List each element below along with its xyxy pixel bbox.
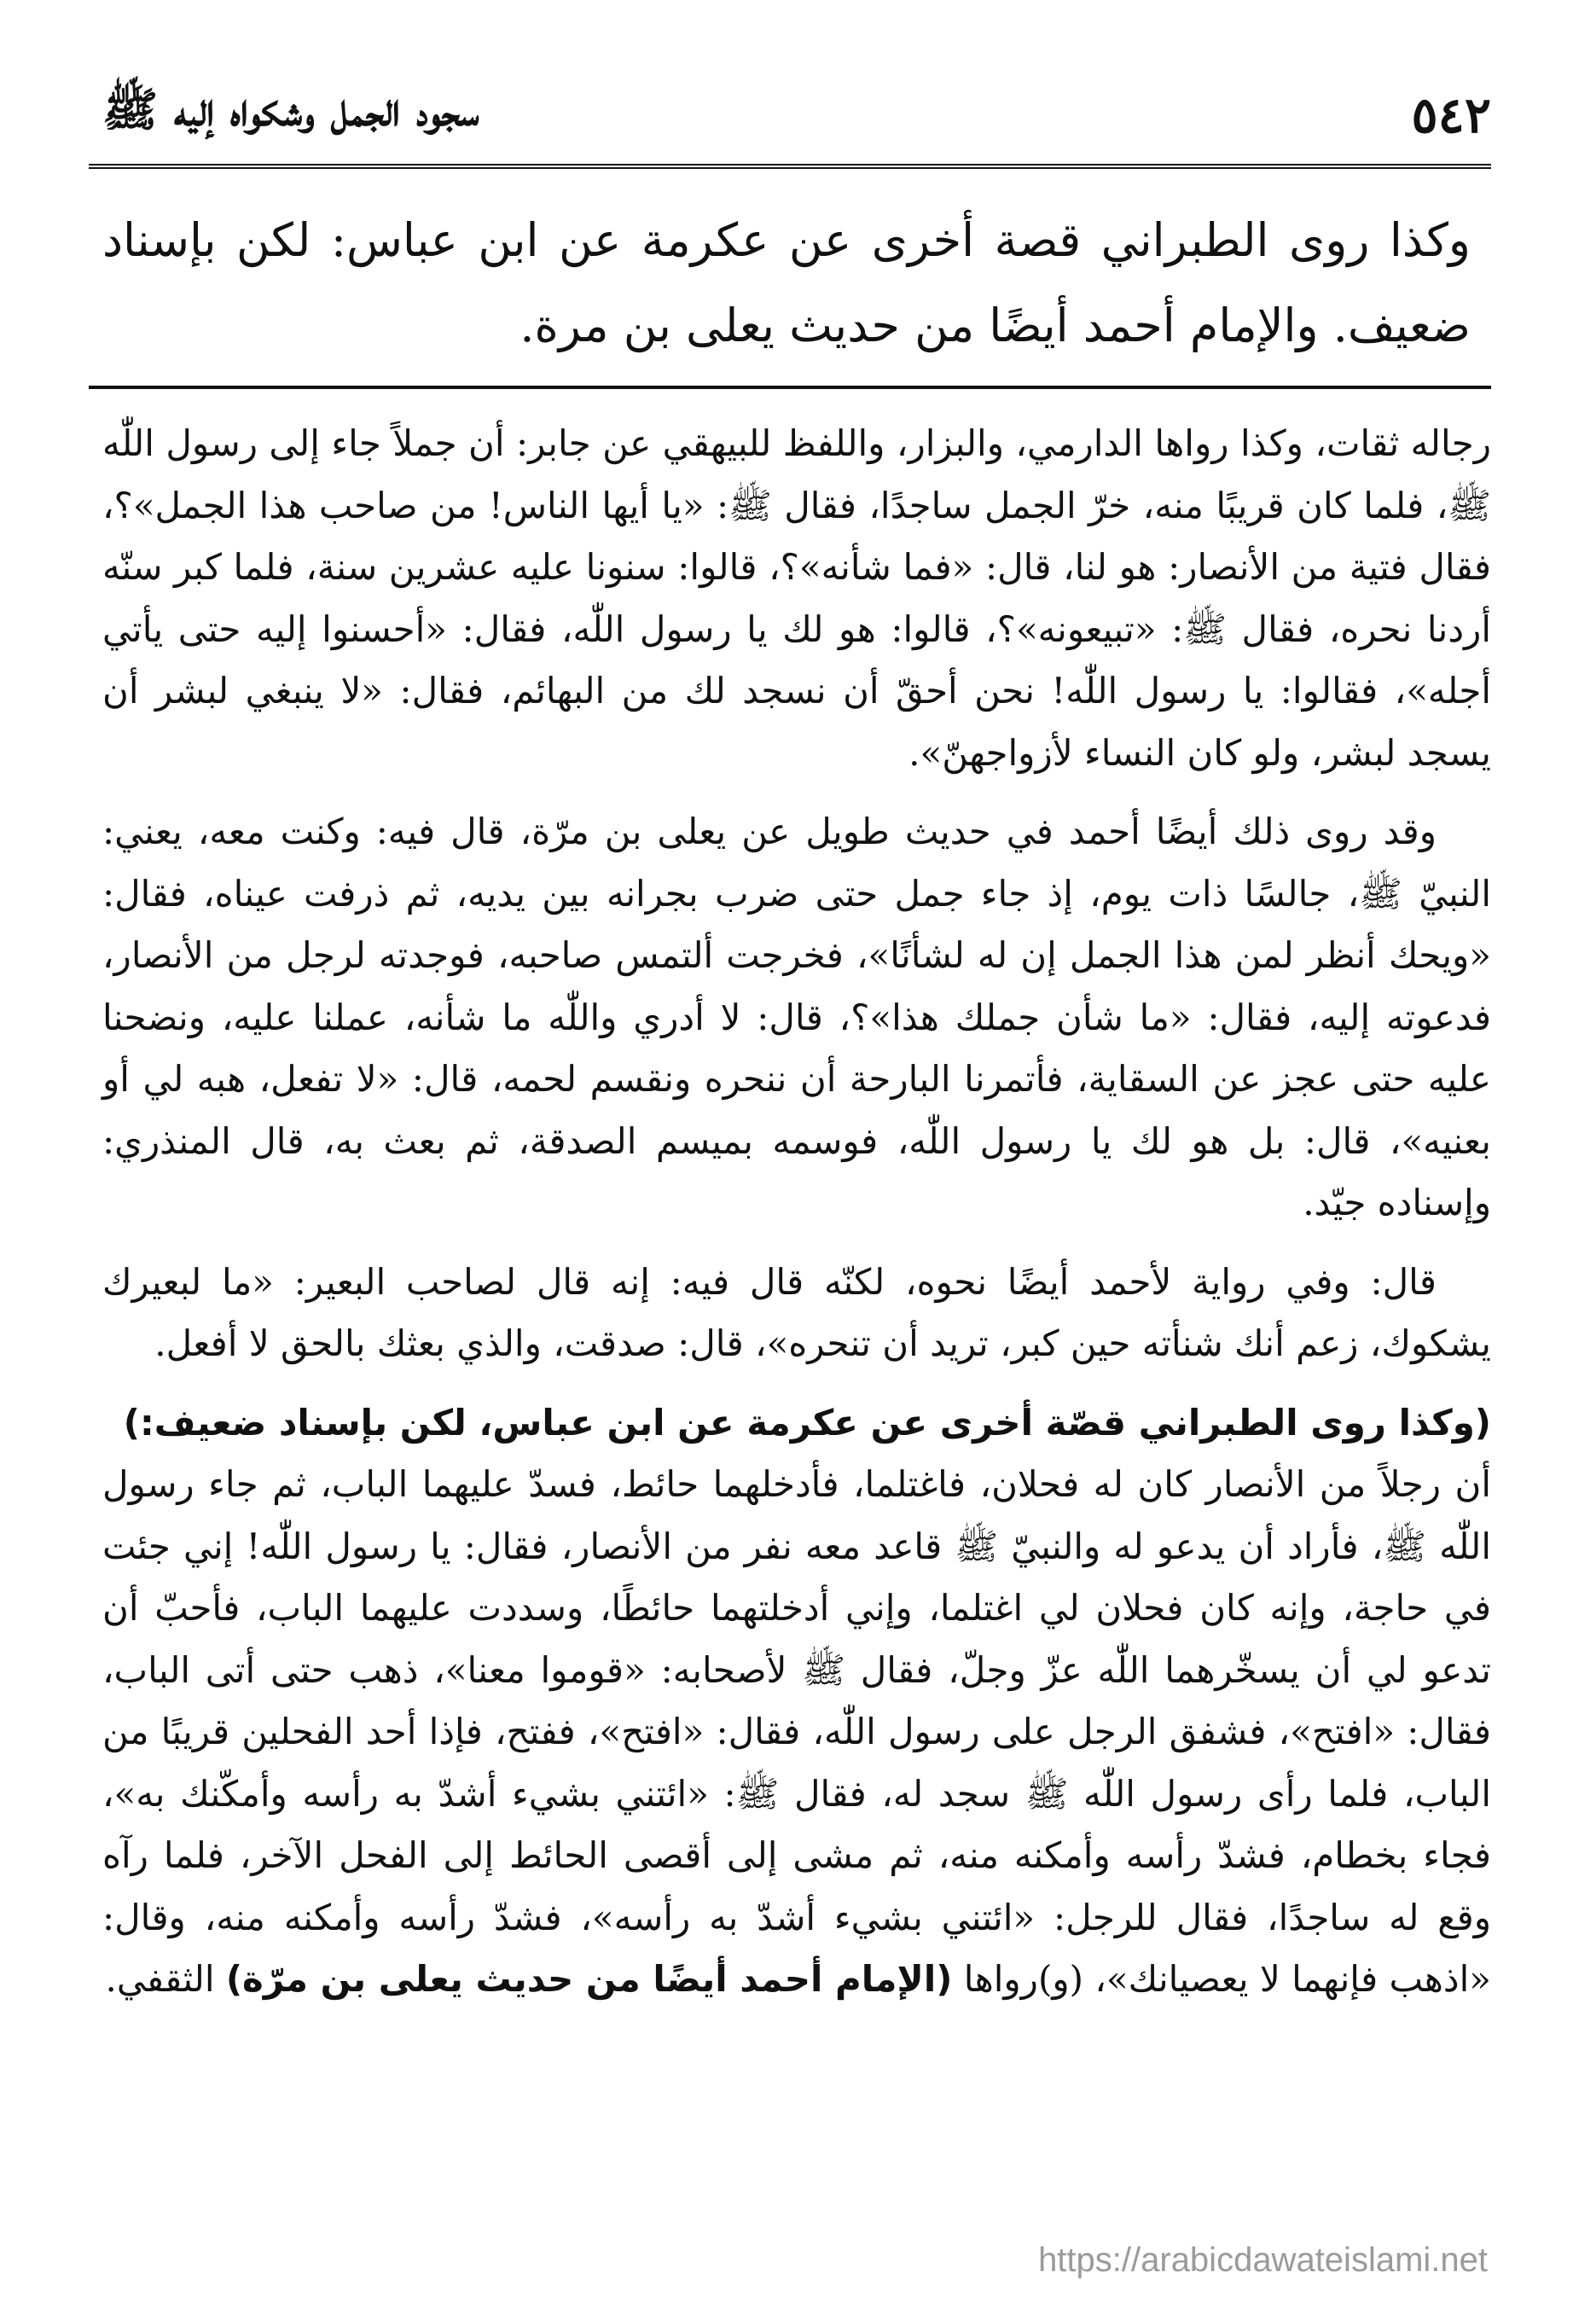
commentary-separator [89, 386, 1491, 389]
commentary-paragraph-2: وقد روى ذلك أيضًا أحمد في حديث طويل عن يعلى بن مرّة، قال فيه: وكنت معه، يعني: النبيّ ﷺ، جالسًا ذات يوم، إذ جاء جمل حتى ضرب بجرانه بين يديه، ثم ذرفت عيناه، فقال: «ويحك أنظر لمن هذا الجمل إن له لشأنًا»، فخرجت ألتمس صاحبه، فوجدته لرجل من الأنصار، فدعوته إليه، فقال: «ما شأن جملك هذا»؟، قال: لا أدري واللّٰه ما شأنه، عملنا عليه، ونضحنا عليه حتى عجز عن السقاية، فأتمرنا البارحة أن ننحره ونقسم لحمه، قال: «لا تفعل، هبه لي أو بعنيه»، قال: بل هو لك يا رسول اللّٰه، فوسمه بميسم الصدقة، ثم بعث به، قال المنذري: وإسناده جيّد. [102, 810, 1491, 1223]
main-text-paragraph: وكذا روى الطبراني قصة أخرى عن عكرمة عن ابن عباس: لكن بإسناد ضعيف. والإمام أحمد أيضًا من حديث يعلى بن مرة. [102, 213, 1471, 352]
commentary-paragraph-4-body: أن رجلاً من الأنصار كان له فحلان، فاغتلما، فأدخلهما حائط، فسدّ عليهما الباب، ثم جاء رسول اللّٰه ﷺ، فأراد أن يدعو له والنبيّ ﷺ قاعد معه نفر من الأنصار، فقال: يا رسول اللّٰه! إني جئت في حاجة، وإنه كان فحلان لي اغتلما، وإني أدخلتهما حائطًا، وسددت عليهما الباب، فأحبّ أن تدعو لي أن يسخّرهما اللّٰه عزّ وجلّ، فقال ﷺ لأصحابه: «قوموا معنا»، ذهب حتى أتى الباب، فقال: «افتح»، فشفق الرجل على رسول اللّٰه، فقال: «افتح»، ففتح، فإذا أحد الفحلين قريبًا من الباب، فلما رأى رسول اللّٰه ﷺ سجد له، فقال ﷺ: «ائتني بشيء أشدّ به رأسه وأمكّنك به»، فجاء بخطام، فشدّ رأسه وأمكنه منه، ثم مشى إلى أقصى الحائط إلى الفحل الآخر، فلما رآه وقع له ساجدًا، فقال للرجل: «ائتني بشيء أشدّ به رأسه»، فشدّ رأسه وأمكنه منه، وقال: «اذهب فإنهما لا يعصيانك»، (و)رواها [102, 1463, 1491, 2000]
main-text [102, 198, 1471, 369]
commentary [102, 413, 1491, 2028]
commentary-paragraph-4-end: الثقفي. [105, 1958, 215, 2000]
page-number: ٥٤٢ [1411, 86, 1491, 144]
header-rule [89, 164, 1491, 169]
commentary-paragraph-3: قال: وفي رواية لأحمد أيضًا نحوه، لكنّه قال فيه: إنه قال لصاحب البعير: «ما لبعيرك يشكوك، زعم أنك شنأته حين كبر، تريد أن تنحره»، قال: صدقت، والذي بعثك بالحق لا أفعل. [102, 1260, 1491, 1364]
running-title: سجود الجمل وشكواه إليه ﷺ [102, 82, 479, 137]
commentary-paragraph-4 [102, 1392, 1491, 2011]
commentary-paragraph-1: رجاله ثقات، وكذا رواها الدارمي، والبزار، واللفظ للبيهقي عن جابر: أن جملاً جاء إلى رسول اللّٰه ﷺ، فلما كان قريبًا منه، خرّ الجمل ساجدًا، فقال ﷺ: «يا أيها الناس! من صاحب هذا الجمل»؟، فقال فتية من الأنصار: هو لنا، قال: «فما شأنه»؟، قالوا: سنونا عليه عشرين سنة، فلما كبر سنّه أردنا نحره، فقال ﷺ: «تبيعونه»؟، قالوا: هو لك يا رسول اللّٰه، فقال: «أحسنوا إليه حتى يأتي أجله»، فقالوا: يا رسول اللّٰه! نحن أحقّ أن نسجد لك من البهائم، فقال: «لا ينبغي لبشر أن يسجد لبشر، ولو كان النساء لأزواجهنّ». [102, 422, 1491, 774]
quoted-main-text-2: (الإمام أحمد أيضًا من حديث يعلى بن مرّة) [225, 1958, 953, 2000]
watermark-url: https://arabicdawateislami.net [1038, 2241, 1488, 2279]
running-header [102, 68, 1491, 162]
quoted-main-text: (وكذا روى الطبراني قصّة أخرى عن عكرمة عن ابن عباس، لكن بإسناد ضعيف:) [123, 1401, 1491, 1444]
